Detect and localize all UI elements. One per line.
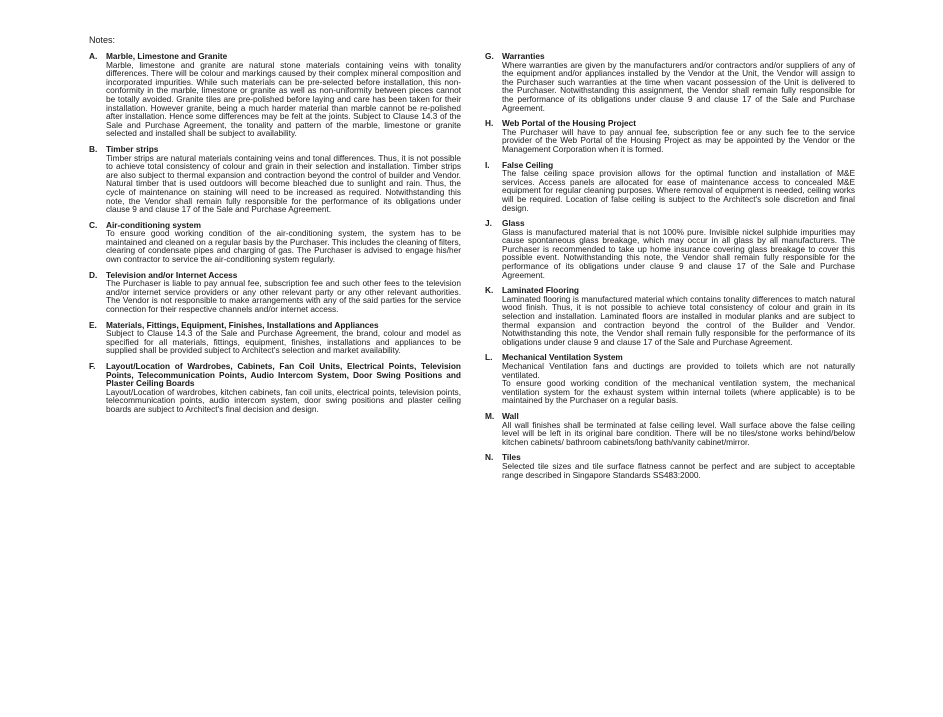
note-e bbox=[89, 321, 461, 355]
note-f bbox=[89, 362, 461, 414]
note-letter: F. bbox=[89, 361, 96, 371]
note-body: Marble, limestone and granite are natural stone materials containing veins with tonality differences. There will be colour and markings caused by their complex mineral composition and incorporated impurities. While such materials can be pre-selected before installation, this non-conformity in the marble, limestone or granite as well as non-uniformity between pieces cannot be totally avoided. Granite tiles are pre-polished before laying and care has been taken for their installation. However granite, being a much harder material than marble cannot be re-polished after installation. Hence some differences may be felt at the joints. Subject to Clause 14.3 of the Sale and Purchase Agreement, the tonality and pattern of the marble, limestone or granite selected and installed shall be subject to availability. bbox=[106, 59, 461, 139]
note-letter: A. bbox=[89, 51, 98, 61]
note-h bbox=[485, 119, 855, 153]
note-d bbox=[89, 271, 461, 314]
note-body: To ensure good working condition of the air-conditioning system, the system has to be maintained and cleaned on a regular basis by the Purchaser. This includes the cleaning of filters, clearing of condensate pipes and charging of gas. The Purchaser is advised to engage his/her own contractor to service the air-conditioning system regularly. bbox=[106, 228, 461, 265]
note-k bbox=[485, 286, 855, 346]
note-j bbox=[485, 219, 855, 279]
note-body: The false ceiling space provision allows for the optimal function and installation of M&E services. Access panels are allocated for ease of maintenance access to concealed M&E equipment for regular cleaning purposes. Where removal of equipment is needed, ceiling works will be required. Location of false ceiling is subject to the Architect's sole discretion and final design. bbox=[502, 168, 855, 213]
note-body: All wall finishes shall be terminated at false ceiling level. Wall surface above the false ceiling level will be left in its original bare condition. There will be no tiles/stone works behind/below kitchen cabinets/ bathroom cabinets/long bath/vanity cabinet/mirror. bbox=[502, 419, 855, 447]
note-heading: Laminated Flooring bbox=[502, 285, 579, 296]
note-letter: B. bbox=[89, 143, 98, 154]
note-body: Timber strips are natural materials containing veins and tonal differences. Thus, it is not possible to achieve total consistency of colour and grain in their selection and installation. Timber strips are also subject to thermal expansion and contraction beyond the control of builder and Vendor. Natural timber that is used outdoors will become bleached due to sunlight and rain. Thus, the cycle of maintenance on staining will need to be increased as required. Notwithstanding this note, the Vendor shall remain fully responsible for the performance of its obligations under clause 9 and clause 17 of the Sale and Purchase Agreement. bbox=[106, 152, 461, 215]
note-heading: Web Portal of the Housing Project bbox=[502, 118, 636, 129]
notes-right-column bbox=[485, 52, 855, 486]
note-body: Glass is manufactured material that is not 100% pure. Invisible nickel sulphide impurities may cause spontaneous glass breakage, which may occur in all glass by all manufacturers. The Purchaser is recommended to take up home insurance covering glass breakage to cover this possible event. Notwithstanding this note, the Vendor shall remain fully responsible for the performance of its obligations under clause 9 and clause 17 of the Sale and Purchase Agreement. bbox=[502, 226, 855, 280]
note-letter: J. bbox=[485, 218, 492, 229]
notes-title: Notes: bbox=[89, 35, 116, 45]
note-letter: K. bbox=[485, 285, 494, 296]
note-letter: I. bbox=[485, 159, 490, 170]
note-letter: D. bbox=[89, 269, 98, 280]
note-n bbox=[485, 453, 855, 479]
note-g bbox=[485, 52, 855, 112]
notes-left-column bbox=[89, 52, 461, 421]
note-letter: G. bbox=[485, 51, 494, 61]
note-body: Selected tile sizes and tile surface flatness cannot be perfect and are subject to acceptable range described in Singapore Standards SS483:2000. bbox=[502, 460, 855, 480]
note-heading: Air-conditioning system bbox=[106, 219, 201, 230]
note-letter: N. bbox=[485, 452, 494, 463]
note-heading: Marble, Limestone and Granite bbox=[106, 51, 228, 61]
note-b bbox=[89, 145, 461, 214]
note-heading: Layout/Location of Wardrobes, Cabinets, Fan Coil Units, Electrical Points, Television Points, Telecommunication Points, Audio Intercom System, Door Swing Positions and Plaster Ceiling Boards bbox=[106, 361, 461, 389]
note-body: Laminated flooring is manufactured material which contains tonality differences to match natural wood finish. Thus, it is not possible to achieve total consistency of colour and grain in its selection and installation. Laminated floors are installed in modular planks and are subject to thermal expansion and contraction beyond the control of the Builder and Vendor. Notwithstanding this note, the Vendor shall remain fully responsible for the performance of its obligations under clause 9 and clause 17 of the Sale and Purchase Agreement. bbox=[502, 293, 855, 347]
note-body: Mechanical Ventilation fans and ductings are provided to toilets which are not naturally ventilated. To ensure good working condition of the mechanical ventilation system, the mechanical ventilation system for the exhaust system within internal toilets (where applicable) is to be maintained by the Purchaser on a regular basis. bbox=[502, 361, 855, 406]
note-body: Subject to Clause 14.3 of the Sale and Purchase Agreement, the brand, colour and model as specified for all materials, fittings, equipment, finishes, installations and appliances to be supplied shall be provided subject to Architect's selection and market availability. bbox=[106, 328, 461, 356]
note-c bbox=[89, 221, 461, 264]
note-heading: Glass bbox=[502, 218, 525, 229]
note-heading: Mechanical Ventilation System bbox=[502, 352, 623, 363]
note-heading: Wall bbox=[502, 410, 519, 421]
note-m bbox=[485, 412, 855, 446]
note-body: The Purchaser will have to pay annual fee, subscription fee or any such fee to the service provider of the Web Portal of the Housing Project as may be appointed by the Vendor or the Management Corporation when it is formed. bbox=[502, 126, 855, 154]
note-body: Layout/Location of wardrobes, kitchen cabinets, fan coil units, electrical points, television points, telecommunication points, audio intercom system, door swing positions and plaster ceiling boards are subject to Architect's final decision and design. bbox=[106, 386, 461, 414]
note-letter: E. bbox=[89, 319, 97, 330]
note-body: The Purchaser is liable to pay annual fee, subscription fee and such other fees to the television and/or internet service providers or any other relevant party or any other relevant authorities. The Vendor is not responsible to make arrangements with any of the said parties for the service connection for their respective channels and/or internet access. bbox=[106, 278, 461, 315]
note-letter: C. bbox=[89, 219, 98, 230]
note-heading: Materials, Fittings, Equipment, Finishes, Installations and Appliances bbox=[106, 319, 379, 330]
note-letter: H. bbox=[485, 118, 494, 129]
note-l bbox=[485, 353, 855, 405]
note-letter: L. bbox=[485, 352, 493, 363]
note-heading: False Ceiling bbox=[502, 159, 554, 170]
note-a bbox=[89, 52, 461, 138]
note-i bbox=[485, 161, 855, 213]
note-heading: Timber strips bbox=[106, 143, 159, 154]
note-heading: Warranties bbox=[502, 51, 545, 61]
note-body: Where warranties are given by the manufacturers and/or contractors and/or suppliers of any of the equipment and/or appliances installed by the Vendor at the Unit, the Vendor will assign to the Purchaser such warranties at the time when vacant possession of the Unit is delivered to the Purchaser. Notwithstanding this assignment, the Vendor shall remain fully responsible for the performance of its obligations under clause 9 and clause 17 of the Sale and Purchase Agreement. bbox=[502, 59, 855, 113]
note-heading: Television and/or Internet Access bbox=[106, 269, 238, 280]
note-heading: Tiles bbox=[502, 452, 521, 463]
note-letter: M. bbox=[485, 410, 495, 421]
